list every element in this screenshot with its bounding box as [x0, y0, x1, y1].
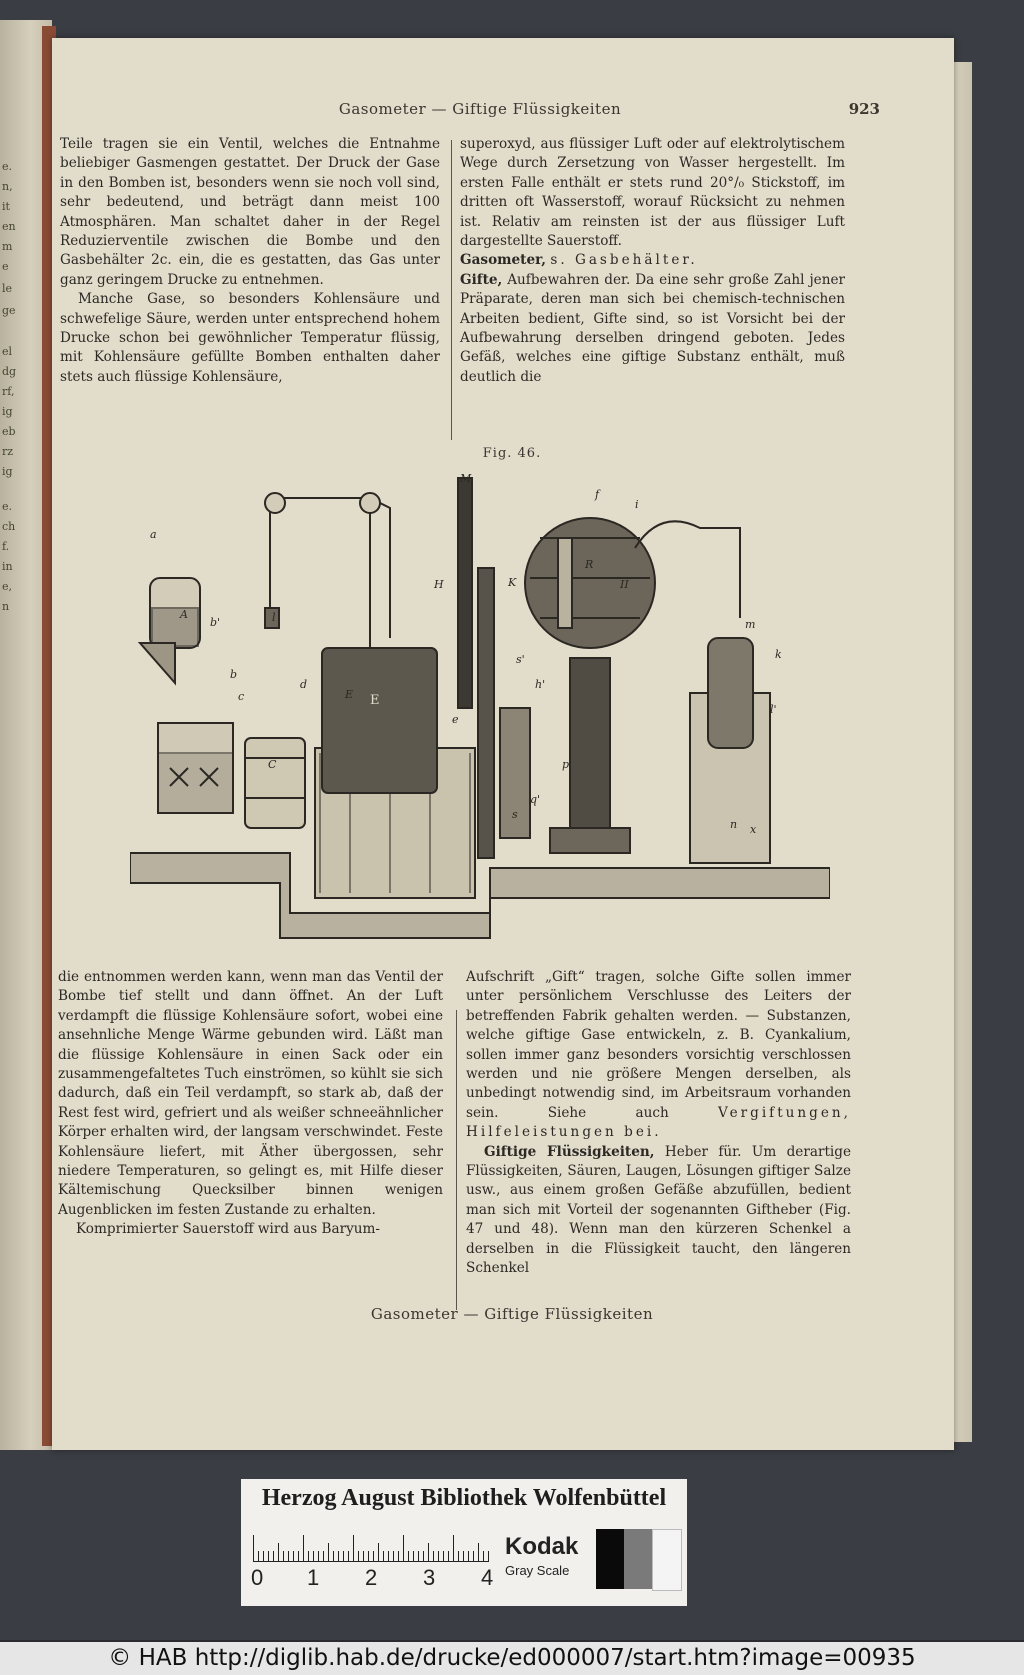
header-title: Gasometer — Giftige Flüssigkeiten	[338, 100, 622, 118]
figure-label: h'	[535, 678, 546, 691]
ruler-tick	[398, 1551, 399, 1561]
figure-label: M	[460, 472, 472, 485]
figure-label: H	[434, 578, 444, 591]
ruler-tick	[353, 1535, 354, 1561]
column-top-right	[460, 135, 845, 387]
ruler-tick	[363, 1551, 364, 1561]
barrel	[245, 738, 305, 828]
ruler-tick	[393, 1551, 394, 1561]
ruler-tick	[418, 1551, 419, 1561]
left-page-fragment: en	[2, 220, 16, 233]
ruler-tick	[298, 1551, 299, 1561]
left-page-fragment: m	[2, 240, 13, 253]
ruler-tick	[323, 1551, 324, 1561]
ruler-tick	[473, 1551, 474, 1561]
left-page-fragment: ch	[2, 520, 16, 533]
scale-ruler	[253, 1531, 489, 1562]
left-page-fragment: ge	[2, 304, 16, 317]
figure-label: e	[452, 713, 459, 726]
figure-label: A	[180, 608, 188, 621]
ruler-tick	[308, 1551, 309, 1561]
left-page-fragment: e.	[2, 500, 13, 513]
figure-label: k	[775, 648, 782, 661]
figure-label: n	[730, 818, 738, 831]
gray-swatch-mid	[624, 1529, 652, 1589]
ruler-tick	[278, 1543, 279, 1561]
left-page-fragment: it	[2, 200, 10, 213]
ruler-tick	[428, 1543, 429, 1561]
ruler-tick	[263, 1551, 264, 1561]
belt	[478, 568, 494, 858]
ruler-tick	[453, 1535, 454, 1561]
library-name: Herzog August Bibliothek Wolfenbüttel	[261, 1485, 667, 1511]
ruler-tick	[253, 1535, 254, 1561]
scale-numbers	[249, 1565, 499, 1589]
paragraph: Manche Gase, so besonders Kohlensäure und schwefelige Säure, werden unter entsprechend hohem Drucke schon bei gewöhnlicher Temperatur flüssig, mit Kohlensäure gefüllte Bomben enthalten daher stets auch flüssige Kohlensäure,	[60, 291, 440, 385]
figure-label: f	[595, 488, 600, 501]
paragraph	[466, 968, 851, 1143]
ruler-tick	[483, 1551, 484, 1561]
ruler-tick	[468, 1551, 469, 1561]
ruler-tick	[488, 1551, 489, 1561]
ruler-tick	[388, 1551, 389, 1561]
left-page-fragment: ig	[2, 405, 13, 418]
ruler-tick	[433, 1551, 434, 1561]
paragraph: superoxyd, aus flüssiger Luft oder auf elektrolytischem Wege durch Zersetzung von Wasser hergestellt. Im ersten Falle enthält er stets rund 20°/₀ Stickstoff, im dritten oft Wasserstoff, worauf Rücksicht zu nehmen ist. Relativ am reinsten ist der aus flüssiger Luft dargestellte Sauerstoff.	[460, 136, 845, 250]
ruler-tick	[273, 1551, 274, 1561]
paragraph: Teile tragen sie ein Ventil, welches die Entnahme beliebiger Gasmengen gestattet. Der Druck der Gase in den Bomben ist, besonders wenn sie noch voll sind, sehr bedeutend, und beträgt dann meist 100 Atmosphären. Man schaltet daher in der Regel Reduzierventile zwischen die Bombe und den Gasbehälter 2c. ein, die es gestatten, das Gas unter ganz geringem Drucke zu entnehmen.	[60, 136, 440, 288]
figure-label: E	[345, 688, 354, 701]
column-rule	[456, 1010, 457, 1310]
paragraph: Komprimierter Sauerstoff wird aus Baryum-	[76, 1221, 381, 1238]
entry-text: Heber für. Um derartige Flüssigkeiten, Säuren, Laugen, Lösungen giftiger Salze usw., aus einem großen Gefäße abzufüllen, bedient man sich mit Vorteil der sogenannten Giftheber (Fig. 47 und 48). Wenn man den kürzeren Schenkel a derselben in die Flüssigkeit taucht, den längeren Schenkel	[466, 1143, 851, 1277]
figure-label: II	[620, 578, 629, 591]
ruler-tick	[343, 1551, 344, 1561]
ruler-tick	[368, 1551, 369, 1561]
column-bottom-left	[58, 968, 443, 1240]
scale-number: 0	[251, 1565, 264, 1590]
figure-label: p	[562, 758, 570, 771]
scale-number: 2	[365, 1565, 378, 1590]
ruler-tick	[448, 1551, 449, 1561]
gray-swatch-black	[596, 1529, 624, 1589]
figure-label: l'	[770, 703, 777, 716]
figure-label: K	[508, 576, 517, 589]
scale-number: 4	[481, 1565, 494, 1590]
entry-text: Aufbewahren der. Da eine sehr große Zahl jener Präparate, deren man sich bei chemisch-technischen Arbeiten bedient, Gifte sind, so ist Vorsicht bei der Aufbewahrung derselben dringend geboten. Jedes Gefäß, welches eine giftige Substanz enthält, muß deutlich die	[460, 271, 845, 385]
figure-label: d	[300, 678, 308, 691]
ruler-tick	[463, 1551, 464, 1561]
entry-text: Aufschrift „Gift“ tragen, solche Gifte sollen immer unter persönlichem Verschlusse des Leiters der betreffenden Fabrik gehalten werden. — Substanzen, welche giftige Gase entwickeln, z. B. Cyankalium, sollen immer ganz besonders vorsichtig verschlossen werden und nie größere Mengen derselben, als unbedingt notwendig sind, im Arbeitsraum vorhanden sein. Siehe auch	[466, 969, 851, 1121]
page-number: 923	[848, 100, 880, 118]
figure-caption: Fig. 46.	[482, 446, 542, 461]
column-bottom-right	[466, 968, 851, 1279]
left-page-fragment: eb	[2, 425, 16, 438]
kodak-brand: Kodak	[505, 1533, 579, 1560]
ruler-tick	[413, 1551, 414, 1561]
ruler-tick	[268, 1551, 269, 1561]
left-page-fragment: dg	[2, 365, 17, 378]
entry-reference: Vergiftungen, Hilfeleistungen bei.	[466, 1104, 851, 1141]
ruler-tick	[378, 1543, 379, 1561]
ruler-tick	[408, 1551, 409, 1561]
gray-scale-label: Gray Scale	[505, 1563, 570, 1578]
figure-label: C	[268, 758, 277, 771]
entry-term: Gasometer,	[460, 252, 547, 269]
figure-label: a	[150, 528, 157, 541]
figure-label: b'	[210, 616, 221, 629]
entry-term: Gifte,	[460, 271, 503, 288]
flywheel-stand	[458, 478, 472, 708]
ruler-tick	[403, 1535, 404, 1561]
apparatus-illustration	[130, 468, 830, 948]
ruler-tick	[373, 1551, 374, 1561]
ruler-tick	[383, 1551, 384, 1561]
paragraph: die entnommen werden kann, wenn man das Ventil der Bombe tief stellt und dann öffnet. An der Luft verdampft die flüssige Kohlensäure sofort, wobei eine ansehnliche Menge Wärme gebunden wird. Läßt man die flüssige Kohlensäure in einen Sack oder ein zusammengefaltetes Tuch einströmen, so kühlt sie sich dadurch, daß ein Teil verdampft, so stark ab, daß der Rest fest wird, gefriert und als weißer schneeähnlicher Körper erhalten wird, der langsam verschwindet. Feste Kohlensäure liefert, mit Äther übergossen, sehr niedere Temperaturen, so gelingt es, mit Hilfe dieser Kältemischung Quecksilber binnen wenigen Augenblicken im festen Zustande zu erhalten.	[58, 969, 443, 1218]
left-page-fragment: n	[2, 600, 10, 613]
ruler-tick	[283, 1551, 284, 1561]
figure-label: b	[230, 668, 238, 681]
ruler-tick	[443, 1551, 444, 1561]
left-page-fragment: e,	[2, 580, 13, 593]
figure-label: x	[750, 823, 757, 836]
gasometer-bell	[322, 648, 437, 793]
left-page-fragment: in	[2, 560, 13, 573]
left-page-fragment: e	[2, 260, 9, 273]
footer-title: Gasometer — Giftige Flüssigkeiten	[370, 1305, 654, 1323]
figure-label: s'	[516, 653, 525, 666]
ruler-tick	[338, 1551, 339, 1561]
entry-gasometer	[460, 251, 845, 270]
ruler-tick	[318, 1551, 319, 1561]
entry-gifte	[460, 271, 845, 387]
pulley-rope	[270, 498, 390, 648]
figure-label: R	[585, 558, 594, 571]
figure-label: s	[512, 808, 518, 821]
svg-text:E: E	[370, 693, 380, 708]
ruler-tick	[293, 1551, 294, 1561]
left-page-fragment: el	[2, 345, 13, 358]
left-page-fragment: le	[2, 282, 13, 295]
left-page-fragment: e.	[2, 160, 13, 173]
ruler-tick	[358, 1551, 359, 1561]
scale-number: 3	[423, 1565, 436, 1590]
ruler-tick	[313, 1551, 314, 1561]
running-header	[100, 100, 880, 124]
left-page-fragment: ig	[2, 465, 13, 478]
left-page-fragment: f.	[2, 540, 10, 553]
figure-label: q'	[530, 793, 541, 806]
left-page-fragment: rz	[2, 445, 14, 458]
scale-number: 1	[307, 1565, 320, 1590]
floor-ground	[130, 853, 830, 938]
figure-label: l	[272, 611, 276, 624]
figure-label: m	[745, 618, 756, 631]
ruler-tick	[328, 1543, 329, 1561]
ruler-tick	[258, 1551, 259, 1561]
ruler-tick	[458, 1551, 459, 1561]
ruler-tick	[303, 1535, 304, 1561]
pedestal	[570, 658, 610, 843]
entry-giftige-fluessigkeiten	[466, 1143, 851, 1279]
figure-label: c	[238, 690, 245, 703]
figure-label: i	[635, 498, 639, 511]
page-stack-edge	[952, 62, 972, 1442]
left-page-fragment: n,	[2, 180, 13, 193]
ruler-tick	[333, 1551, 334, 1561]
left-page-fragment: rf,	[2, 385, 15, 398]
ruler-tick	[478, 1543, 479, 1561]
column-top-left	[60, 135, 440, 387]
ruler-tick	[288, 1551, 289, 1561]
ruler-tick	[423, 1551, 424, 1561]
entry-reference: s. Gasbehälter.	[550, 252, 698, 269]
entry-term: Giftige Flüssigkeiten,	[484, 1143, 655, 1160]
archive-label-card	[241, 1479, 687, 1606]
credit-line: © HAB http://diglib.hab.de/drucke/ed000007/start.htm?image=00935	[0, 1642, 1024, 1675]
column-rule	[451, 140, 452, 440]
ruler-tick	[348, 1551, 349, 1561]
ruler-tick	[438, 1551, 439, 1561]
gray-swatch-white	[652, 1529, 682, 1591]
